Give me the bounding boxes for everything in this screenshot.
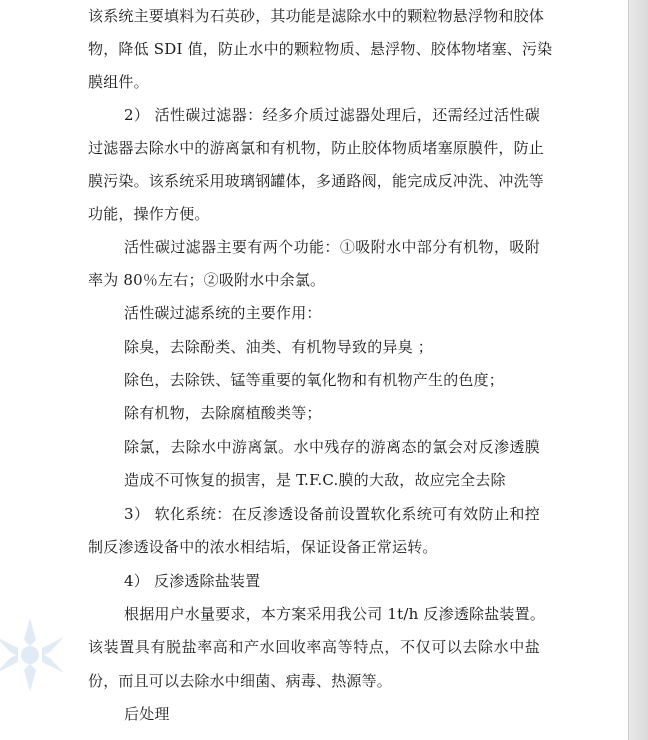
paragraph-10-line-1: 4） 反渗透除盐装置 — [124, 572, 261, 590]
paragraph-2-line-2: 过滤器去除水中的游离氯和有机物，防止胶体物质堵塞原膜件，防止 — [88, 139, 545, 157]
paragraph-11-line-2: 该装置具有脱盐率高和产水回收率高等特点，不仅可以去除水中盐 — [88, 638, 540, 656]
paragraph-12-line-1: 后处理 — [124, 705, 170, 723]
paragraph-9-line-1: 3） 软化系统：在反渗透设备前设置软化系统可有效防止和控 — [124, 505, 540, 523]
paragraph-6-line-1: 除色，去除铁、锰等重要的氧化物和有机物产生的色度； — [124, 371, 505, 389]
paragraph-2-line-3: 膜污染。该系统采用玻璃钢罐体，多通路阀，能完成反冲洗、冲洗等 — [88, 172, 545, 190]
page-gutter — [628, 0, 648, 740]
paragraph-1-line-1: 该系统主要填料为石英砂，其功能是滤除水中的颗粒物悬浮物和胶体 — [88, 7, 545, 25]
paragraph-7-line-1: 除有机物，去除腐植酸类等； — [124, 404, 322, 422]
paragraph-3-line-1: 活性碳过滤器主要有两个功能：①吸附水中部分有机物，吸附 — [124, 238, 540, 256]
paragraph-1-line-3: 膜组件。 — [88, 73, 149, 91]
paragraph-9-line-2: 制反渗透设备中的浓水相结垢，保证设备正常运转。 — [88, 538, 438, 556]
paragraph-2-line-1: 2） 活性碳过滤器：经多介质过滤器处理后，还需经过活性碳 — [124, 106, 540, 124]
snowflake-watermark-icon — [0, 610, 70, 700]
paragraph-2-line-4: 功能，操作方便。 — [88, 205, 210, 223]
paragraph-8-line-2: 造成不可恢复的损害，是 T.F.C.膜的大敌，故应完全去除 — [124, 471, 506, 489]
paragraph-3-line-2: 率为 80％左右；②吸附水中余氯。 — [88, 271, 326, 289]
paragraph-11-line-1: 根据用户水量要求，本方案采用我公司 1t/h 反渗透除盐装置。 — [124, 605, 546, 623]
paragraph-5-line-1: 除臭，去除酚类、油类、有机物导致的异臭 ； — [124, 338, 433, 356]
paragraph-1-line-2: 物，降低 SDI 值，防止水中的颗粒物质、悬浮物、胶体物堵塞、污染 — [88, 40, 553, 58]
paragraph-4-line-1: 活性碳过滤系统的主要作用： — [124, 304, 322, 322]
paragraph-11-line-3: 份，而且可以去除水中细菌、病毒、热源等。 — [88, 672, 393, 690]
paragraph-8-line-1: 除氯，去除水中游离氯。水中残存的游离态的氯会对反渗透膜 — [124, 438, 540, 456]
